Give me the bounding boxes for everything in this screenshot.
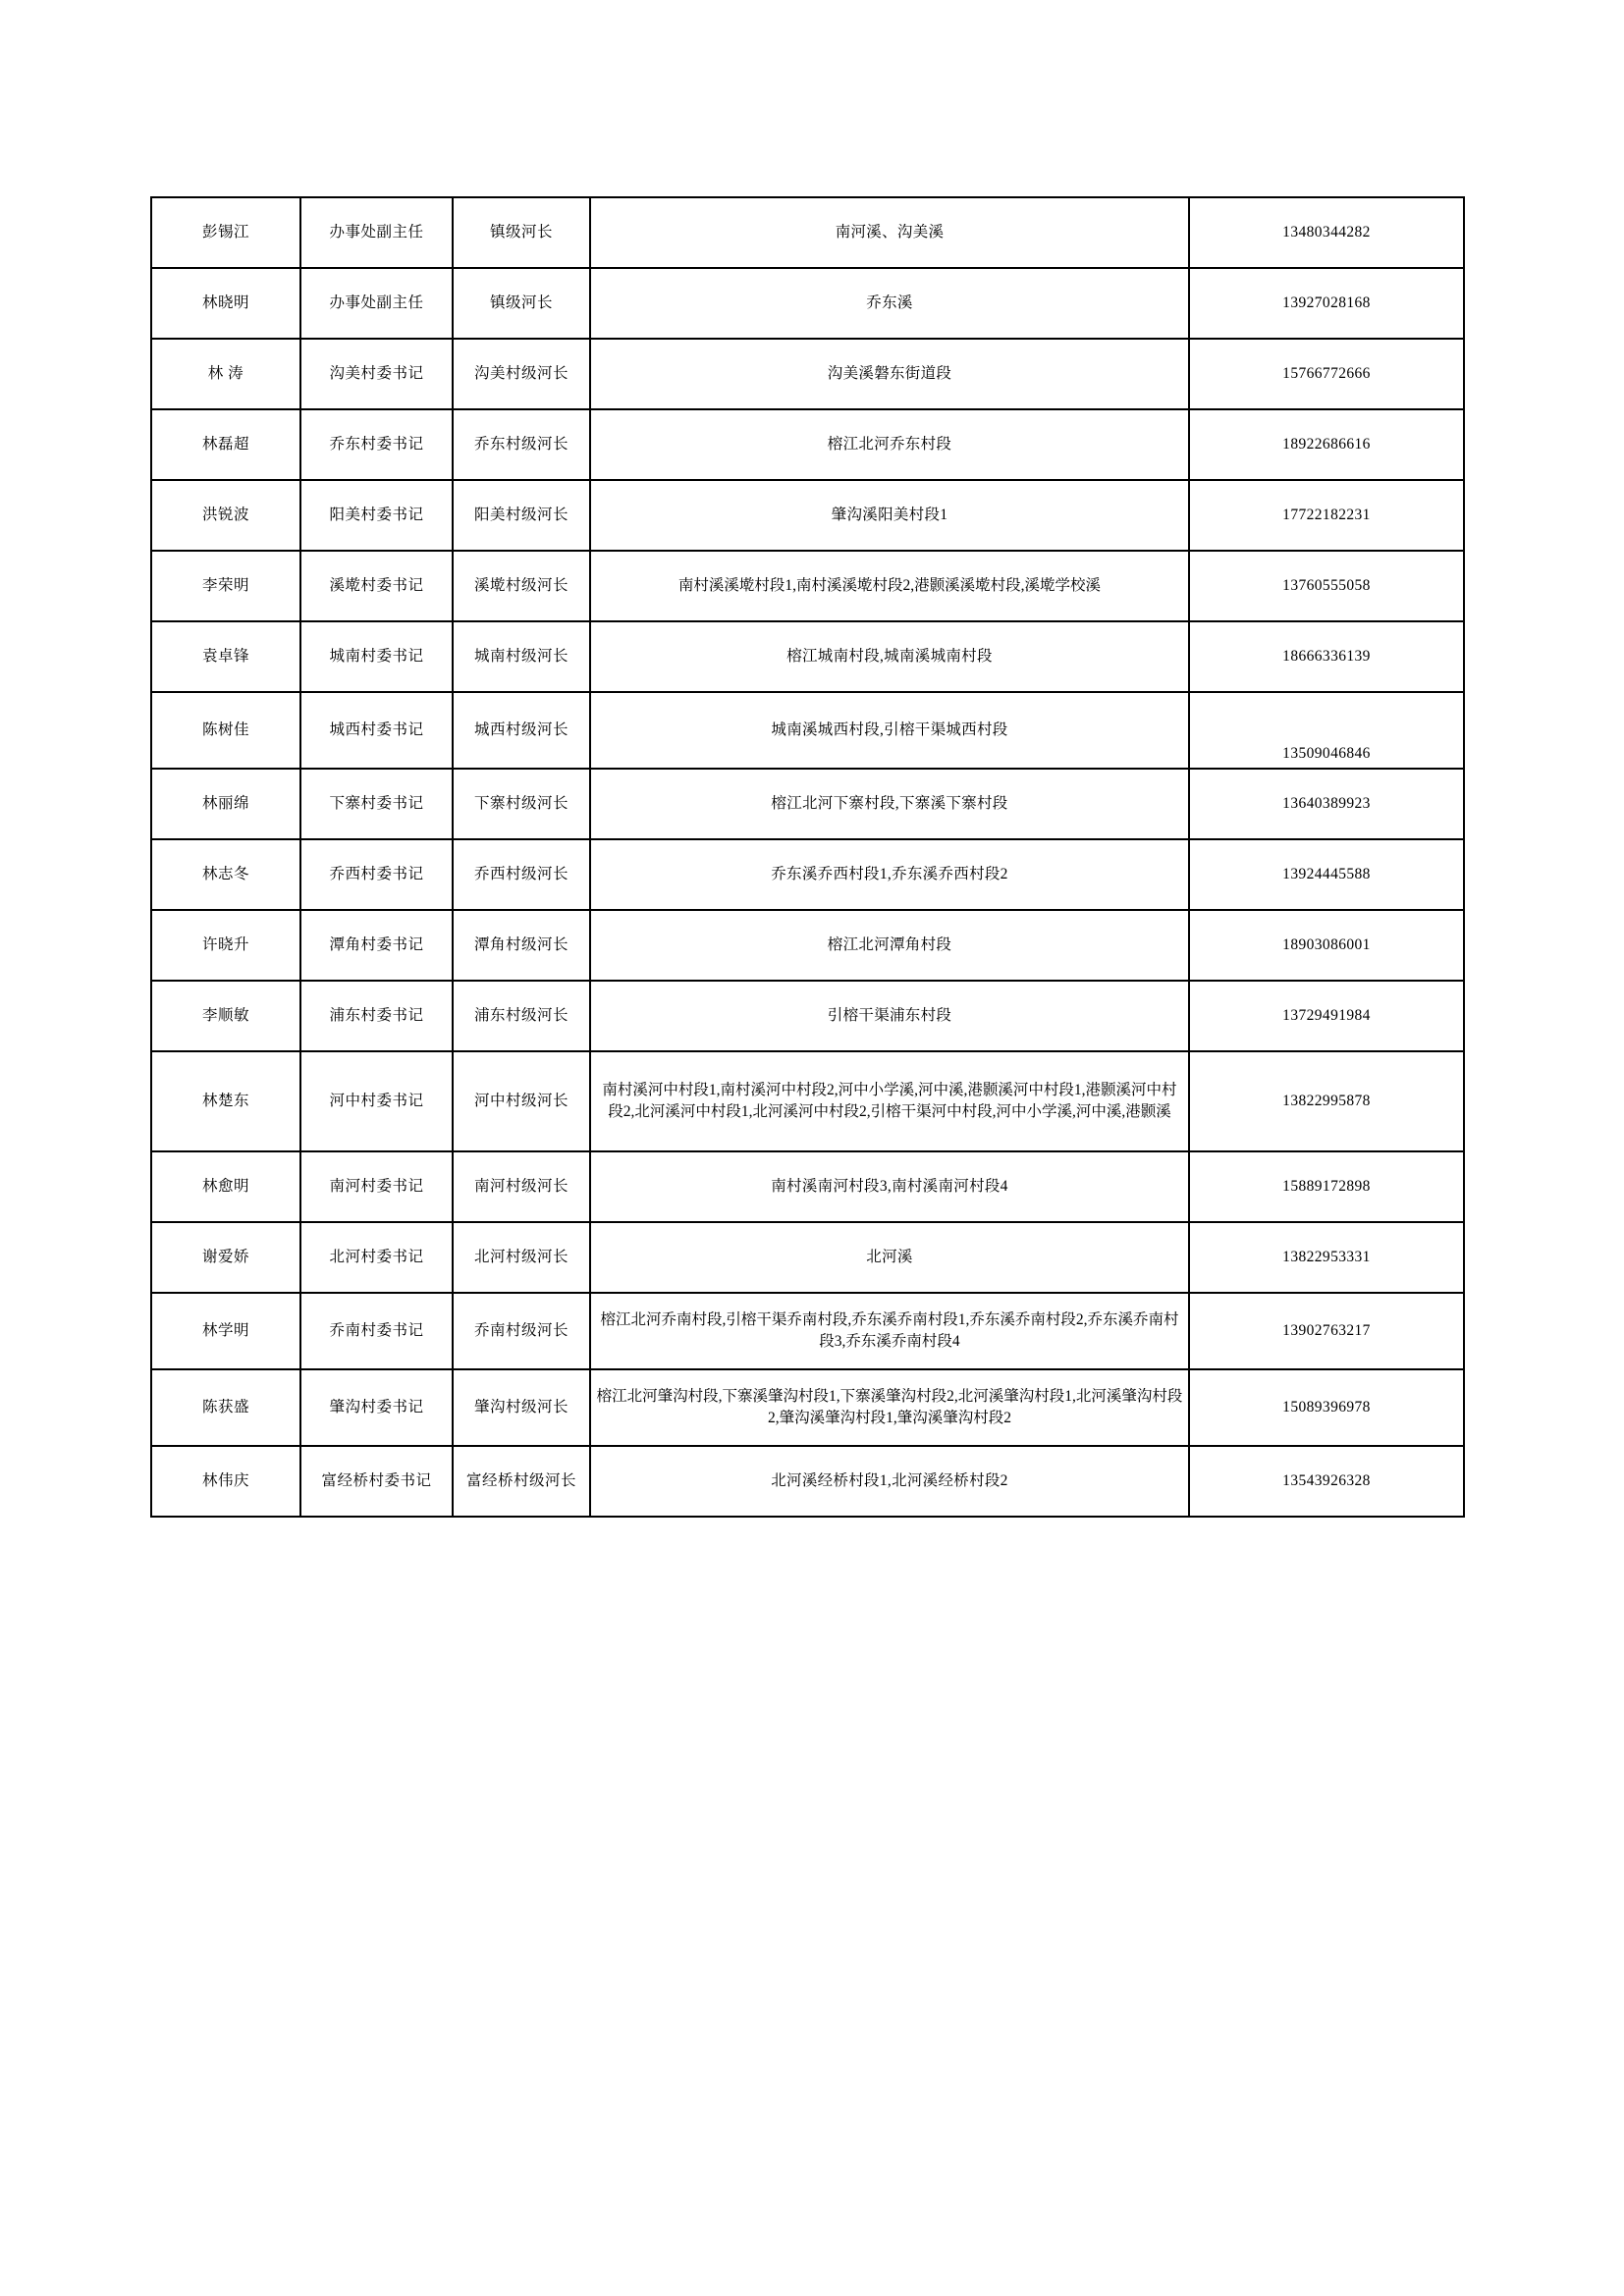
- cell-role: 肇沟村级河长: [453, 1369, 590, 1446]
- cell-phone: 15089396978: [1189, 1369, 1464, 1446]
- cell-role: 阳美村级河长: [453, 480, 590, 551]
- cell-river: 南河溪、沟美溪: [590, 197, 1189, 268]
- cell-name: 林愈明: [151, 1151, 300, 1222]
- cell-name: 林晓明: [151, 268, 300, 339]
- cell-river: 北河溪: [590, 1222, 1189, 1293]
- cell-role: 南河村级河长: [453, 1151, 590, 1222]
- cell-post: 南河村委书记: [300, 1151, 453, 1222]
- cell-phone: 13640389923: [1189, 769, 1464, 839]
- cell-phone: 15766772666: [1189, 339, 1464, 409]
- cell-phone: 17722182231: [1189, 480, 1464, 551]
- cell-role: 镇级河长: [453, 268, 590, 339]
- cell-river: 北河溪经桥村段1,北河溪经桥村段2: [590, 1446, 1189, 1517]
- cell-post: 办事处副主任: [300, 268, 453, 339]
- cell-phone: 13729491984: [1189, 981, 1464, 1051]
- table-row: [151, 1293, 1464, 1369]
- cell-river: 榕江北河乔南村段,引榕干渠乔南村段,乔东溪乔南村段1,乔东溪乔南村段2,乔东溪乔南村段3,乔东溪乔南村段4: [590, 1293, 1189, 1369]
- cell-post: 北河村委书记: [300, 1222, 453, 1293]
- cell-phone: 13902763217: [1189, 1293, 1464, 1369]
- cell-role: 城南村级河长: [453, 621, 590, 692]
- cell-river: 乔东溪乔西村段1,乔东溪乔西村段2: [590, 839, 1189, 910]
- cell-role: 乔西村级河长: [453, 839, 590, 910]
- cell-name: 林楚东: [151, 1051, 300, 1151]
- table-row: [151, 769, 1464, 839]
- cell-role: 乔南村级河长: [453, 1293, 590, 1369]
- table-row: [151, 551, 1464, 621]
- cell-name: 洪锐波: [151, 480, 300, 551]
- cell-river: 南村溪河中村段1,南村溪河中村段2,河中小学溪,河中溪,港颢溪河中村段1,港颢溪河中村段2,北河溪河中村段1,北河溪河中村段2,引榕干渠河中村段,河中小学溪,河中溪,港颢溪: [590, 1051, 1189, 1151]
- cell-post: 肇沟村委书记: [300, 1369, 453, 1446]
- cell-post: 城西村委书记: [300, 692, 453, 769]
- cell-name: 林丽绵: [151, 769, 300, 839]
- cell-river: 引榕干渠浦东村段: [590, 981, 1189, 1051]
- cell-phone: 13822995878: [1189, 1051, 1464, 1151]
- cell-river: 城南溪城西村段,引榕干渠城西村段: [590, 692, 1189, 769]
- table-row: [151, 268, 1464, 339]
- cell-phone: 13509046846: [1189, 692, 1464, 769]
- cell-post: 下寨村委书记: [300, 769, 453, 839]
- cell-name: 陈获盛: [151, 1369, 300, 1446]
- cell-post: 城南村委书记: [300, 621, 453, 692]
- cell-river: 榕江北河肇沟村段,下寨溪肇沟村段1,下寨溪肇沟村段2,北河溪肇沟村段1,北河溪肇沟村段2,肇沟溪肇沟村段1,肇沟溪肇沟村段2: [590, 1369, 1189, 1446]
- cell-phone: 13924445588: [1189, 839, 1464, 910]
- cell-role: 潭角村级河长: [453, 910, 590, 981]
- table-row: [151, 1151, 1464, 1222]
- cell-role: 北河村级河长: [453, 1222, 590, 1293]
- cell-river: 南村溪溪墘村段1,南村溪溪墘村段2,港颢溪溪墘村段,溪墘学校溪: [590, 551, 1189, 621]
- table-row: [151, 839, 1464, 910]
- cell-name: 林 涛: [151, 339, 300, 409]
- cell-phone: 18666336139: [1189, 621, 1464, 692]
- cell-post: 富经桥村委书记: [300, 1446, 453, 1517]
- cell-role: 浦东村级河长: [453, 981, 590, 1051]
- cell-post: 乔南村委书记: [300, 1293, 453, 1369]
- cell-name: 许晓升: [151, 910, 300, 981]
- cell-river: 榕江城南村段,城南溪城南村段: [590, 621, 1189, 692]
- table-row: [151, 1051, 1464, 1151]
- cell-name: 林学明: [151, 1293, 300, 1369]
- cell-role: 城西村级河长: [453, 692, 590, 769]
- cell-name: 彭锡江: [151, 197, 300, 268]
- cell-river: 乔东溪: [590, 268, 1189, 339]
- cell-post: 河中村委书记: [300, 1051, 453, 1151]
- table-row: [151, 981, 1464, 1051]
- cell-post: 溪墘村委书记: [300, 551, 453, 621]
- cell-phone: 13480344282: [1189, 197, 1464, 268]
- table-row: [151, 339, 1464, 409]
- table-row: [151, 1222, 1464, 1293]
- cell-name: 林志冬: [151, 839, 300, 910]
- cell-role: 溪墘村级河长: [453, 551, 590, 621]
- cell-river: 榕江北河潭角村段: [590, 910, 1189, 981]
- cell-post: 潭角村委书记: [300, 910, 453, 981]
- cell-phone: 15889172898: [1189, 1151, 1464, 1222]
- cell-role: 河中村级河长: [453, 1051, 590, 1151]
- cell-name: 李顺敏: [151, 981, 300, 1051]
- cell-phone: 13822953331: [1189, 1222, 1464, 1293]
- cell-role: 乔东村级河长: [453, 409, 590, 480]
- table-row: [151, 910, 1464, 981]
- cell-role: 镇级河长: [453, 197, 590, 268]
- cell-river: 南村溪南河村段3,南村溪南河村段4: [590, 1151, 1189, 1222]
- river-chief-table: [150, 196, 1465, 1518]
- cell-post: 浦东村委书记: [300, 981, 453, 1051]
- cell-post: 阳美村委书记: [300, 480, 453, 551]
- table-row: [151, 621, 1464, 692]
- cell-name: 林伟庆: [151, 1446, 300, 1517]
- cell-post: 乔东村委书记: [300, 409, 453, 480]
- table-row: [151, 480, 1464, 551]
- cell-name: 李荣明: [151, 551, 300, 621]
- river-chief-table-body: [151, 197, 1464, 1517]
- cell-name: 林磊超: [151, 409, 300, 480]
- cell-role: 下寨村级河长: [453, 769, 590, 839]
- table-row: [151, 409, 1464, 480]
- cell-river: 榕江北河下寨村段,下寨溪下寨村段: [590, 769, 1189, 839]
- cell-river: 榕江北河乔东村段: [590, 409, 1189, 480]
- cell-river: 沟美溪磐东街道段: [590, 339, 1189, 409]
- cell-name: 袁卓锋: [151, 621, 300, 692]
- table-row: [151, 692, 1464, 769]
- table-row: [151, 1369, 1464, 1446]
- cell-post: 沟美村委书记: [300, 339, 453, 409]
- cell-post: 乔西村委书记: [300, 839, 453, 910]
- cell-phone: 13927028168: [1189, 268, 1464, 339]
- table-row: [151, 197, 1464, 268]
- cell-post: 办事处副主任: [300, 197, 453, 268]
- cell-role: 富经桥村级河长: [453, 1446, 590, 1517]
- cell-phone: 18922686616: [1189, 409, 1464, 480]
- cell-phone: 13760555058: [1189, 551, 1464, 621]
- cell-phone: 18903086001: [1189, 910, 1464, 981]
- table-row: [151, 1446, 1464, 1517]
- cell-phone: 13543926328: [1189, 1446, 1464, 1517]
- cell-river: 肇沟溪阳美村段1: [590, 480, 1189, 551]
- river-chief-table-container: [150, 196, 1463, 1518]
- cell-name: 谢爱娇: [151, 1222, 300, 1293]
- cell-role: 沟美村级河长: [453, 339, 590, 409]
- cell-name: 陈树佳: [151, 692, 300, 769]
